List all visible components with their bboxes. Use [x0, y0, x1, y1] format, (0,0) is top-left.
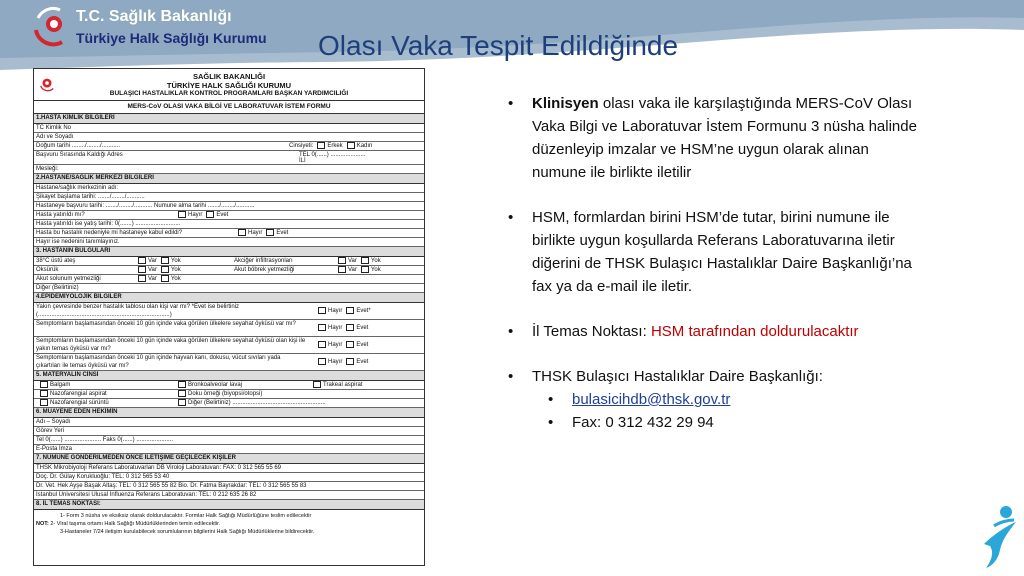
- form-section-2: 2.HASTANE/SAĞLIK MERKEZİ BİLGİLERİ: [34, 174, 424, 184]
- form-row: [34, 211, 424, 220]
- checkbox-icon: [40, 381, 48, 388]
- form-label: Hayır: [248, 230, 263, 237]
- form-label: Hastane/sağlık merkezinin adı:: [36, 185, 119, 191]
- form-label: Hayır ise nedenini tanımlayınız.: [36, 239, 120, 245]
- form-row: [34, 473, 424, 482]
- form-label: Öksürük: [36, 267, 59, 273]
- bullet-list: [508, 92, 918, 434]
- form-label: Evet: [276, 230, 289, 237]
- checkbox-icon: [318, 307, 326, 314]
- form-row: [34, 427, 424, 436]
- form-logo-icon: [38, 75, 56, 93]
- form-row: [34, 165, 424, 174]
- form-row: [34, 320, 424, 337]
- form-row: [34, 482, 424, 491]
- form-label: Nazofarengial sürüntü: [50, 400, 109, 407]
- form-label: Tel 0(......) ...................... Faks 0(......) ......................: [36, 437, 174, 443]
- checkbox-icon: [346, 307, 354, 314]
- form-row: [34, 436, 424, 445]
- form-header: [34, 69, 424, 114]
- fax-text: Fax: 0 312 432 29 94: [572, 414, 714, 431]
- checkbox-icon: [266, 229, 274, 236]
- form-row: [34, 354, 424, 371]
- checkbox-icon: [40, 399, 48, 406]
- form-image: [33, 68, 425, 566]
- form-label: Yok: [170, 276, 181, 283]
- form-row: [34, 184, 424, 193]
- form-label: Doç. Dr. Gülay Korukluoğlu: TEL: 0 312 565 53 40: [36, 474, 170, 480]
- form-row: [34, 266, 424, 275]
- form-head-3: BULAŞICI HASTALIKLAR KONTROL PROGRAMLARI BAŞKAN YARDIMCILIĞI: [109, 90, 349, 97]
- form-label: E-Posta İmza: [36, 446, 73, 452]
- form-section-8: 8. İL TEMAS NOKTASI:: [34, 500, 424, 510]
- form-label: Var: [148, 258, 157, 265]
- form-label: Balgam: [50, 382, 71, 389]
- form-label: Hastaneye başvuru tarihi: ......./......../........... Numune alma tarihi ......./......../...........: [36, 203, 255, 209]
- checkbox-icon: [206, 211, 214, 218]
- checkbox-icon: [178, 390, 186, 397]
- form-row: [34, 151, 424, 165]
- form-label: Var: [148, 267, 157, 274]
- form-row: [34, 418, 424, 427]
- form-section-6: 6. MUAYENE EDEN HEKİMİN: [34, 408, 424, 418]
- bullet-text: olası vaka ile karşılaştığında MERS-CoV Olası Vaka Bilgi ve Laboratuvar İstem Formunu 3 nüsha halinde düzenleyip imzalar ve HSM’ne uygun olarak alınan numune ile birlikte iletilir: [532, 95, 917, 181]
- checkbox-icon: [178, 211, 186, 218]
- checkbox-icon: [161, 257, 169, 264]
- form-notes: [34, 510, 424, 538]
- form-label: Semptomların başlamasından önceki 10 gün içinde vaka görülen ülkelere seyahat öyküsü var mı?: [36, 321, 296, 327]
- form-label: Evet: [356, 325, 369, 332]
- form-label: Yok: [170, 258, 181, 265]
- checkbox-icon: [178, 399, 186, 406]
- checkbox-icon: [346, 324, 354, 331]
- sub-bullet-item: [508, 411, 918, 434]
- form-label: Doku örneği (biyopsi/otopsi): [188, 391, 263, 398]
- form-label: Akciğer infiltrasyonları: [234, 258, 293, 264]
- form-label: 38°C üstü ateş: [36, 258, 76, 264]
- form-row: [34, 390, 424, 399]
- form-label: Hayır: [188, 212, 203, 219]
- form-label: Şikayet başlama tarihi: ......./......../...........: [36, 194, 145, 200]
- form-note: 1- Form 3 nüsha ve eksiksiz olarak doldurulacaktır. Formlar Halk Sağlığı Müdürlüğüne teslim edilecektir: [60, 513, 312, 519]
- form-label: Dr. Vet. Hek Ayşe Başak Altaş: TEL: 0 312 565 55 82 Bio. Dr. Fatma Bayrakdar: TEL: 0 312 565 55 83: [36, 483, 307, 489]
- form-label: Cinsiyeti:: [289, 143, 314, 150]
- form-row: [34, 133, 424, 142]
- form-head-2: TÜRKİYE HALK SAĞLIĞI KURUMU: [166, 81, 292, 90]
- checkbox-icon: [178, 381, 186, 388]
- form-row: [34, 238, 424, 247]
- form-section-5: 5. MATERYALİN CİNSİ: [34, 371, 424, 381]
- form-label: TC Kimlik No: [36, 125, 72, 131]
- checkbox-icon: [361, 257, 369, 264]
- form-label: Var: [348, 267, 357, 274]
- form-label: Mesleği:: [36, 166, 59, 172]
- form-row: [34, 257, 424, 266]
- form-head-4: MERS-CoV OLASI VAKA BİLGİ VE LABORATUVAR İSTEM FORMU: [34, 100, 424, 110]
- bullet-text: İl Temas Noktası:: [532, 323, 651, 340]
- checkbox-icon: [318, 358, 326, 365]
- gender-field: [289, 142, 372, 150]
- form-label: Hasta yatırıldı ise yatış tarihi: 0(.......) ...........................: [36, 221, 181, 227]
- checkbox-icon: [361, 266, 369, 273]
- form-label: Yok: [170, 267, 181, 274]
- checkbox-icon: [161, 266, 169, 273]
- bullet-text: HSM, formlardan birini HSM’de tutar, birini numune ile birlikte uygun koşullarda Referans Laboratuvarına iletir diğerini de THSK Bulaşıcı Hastalıklar Daire Başkanlığı’na fax ya da e-mail ile iletir.: [532, 209, 912, 295]
- email-link[interactable]: bulasicihdb@thsk.gov.tr: [572, 391, 731, 408]
- form-label: Hasta bu hastalık nedeniyle mi hastaneye kabul edildi?: [36, 230, 183, 236]
- bullet-item: [508, 365, 918, 388]
- form-note: 3-Hastaneler 7/24 iletişim kurulabilecek sorumlularının bilgilerini Halk Sağlığı Müdürlüklerine bildirecektir.: [60, 529, 315, 535]
- form-note-label: NOT:: [36, 521, 49, 527]
- form-label: Evet: [356, 359, 369, 366]
- form-label: Akut solunum yetmezliği: [36, 276, 101, 282]
- form-section-1: 1.HASTA KİMLİK BİLGİLERİ: [34, 114, 424, 124]
- form-label: Diğer (Belirtiniz) ........................................................: [188, 400, 326, 407]
- form-label: Akut böbrek yetmezliği: [234, 267, 295, 273]
- checkbox-icon: [313, 381, 321, 388]
- form-label: Erkek: [327, 143, 343, 150]
- checkbox-icon: [238, 229, 246, 236]
- checkbox-icon: [346, 358, 354, 365]
- form-row: [34, 229, 424, 238]
- checkbox-icon: [161, 275, 169, 282]
- form-row: [34, 275, 424, 284]
- checkbox-icon: [138, 275, 146, 282]
- form-label: Yok: [370, 267, 381, 274]
- form-row: [34, 464, 424, 473]
- checkbox-icon: [40, 390, 48, 397]
- checkbox-icon: [338, 257, 346, 264]
- form-label: Adı ve Soyadı: [36, 134, 74, 140]
- form-label: Semptomların başlamasından önceki 10 gün içinde hayvan kanı, dokusu, vücut sıvıları yada çıkartıları ile temas öyküsü var mı?: [36, 355, 281, 369]
- form-row: [34, 381, 424, 390]
- sub-bullet-item: [508, 388, 918, 411]
- org-name: T.C. Sağlık Bakanlığı: [76, 8, 232, 25]
- form-label: Hayır: [328, 325, 343, 332]
- form-section-3: 3. HASTANIN BULGULARI: [34, 247, 424, 257]
- checkbox-icon: [317, 142, 325, 149]
- form-label: THSK Mikrobiyoloji Referans Laboratuvarları DB Viroloji Laboratuvarı: FAX: 0 312 565 55 69: [36, 465, 282, 471]
- bullet-item: [508, 206, 918, 298]
- form-label: Var: [148, 276, 157, 283]
- form-label: Diğer (Belirtiniz): [36, 285, 79, 291]
- form-label: Doğum tarihi ......../......../...........: [36, 143, 121, 149]
- form-head-1: SAĞLIK BAKANLIĞI: [192, 72, 266, 81]
- form-row: [34, 337, 424, 354]
- form-label: Başvuru Sırasında Kaldığı Adres: [36, 152, 123, 158]
- form-label: İLİ: [299, 158, 306, 164]
- form-label: Nazofarengial aspirat: [50, 391, 107, 398]
- form-section-7: 7. NUMUNE GÖNDERİLMEDEN ÖNCE İLETİŞİME GEÇİLECEK KİŞİLER: [34, 454, 424, 464]
- checkbox-icon: [346, 341, 354, 348]
- form-row: [34, 491, 424, 500]
- form-row: [34, 399, 424, 408]
- form-label: Evet: [356, 342, 369, 349]
- form-label: İstanbul Üniversitesi Ulusal İnfluenza Referans Laboratuvarı: TEL: 0 212 635 26 82: [36, 492, 257, 498]
- form-label: Hayır: [328, 359, 343, 366]
- form-label: Semptomların başlamasından önceki 10 gün içinde vaka görülen ülkelere seyahat öyküsü olan kişi ile yakın temas öyküsü var mı?: [36, 338, 306, 352]
- person-figure-icon: [980, 504, 1020, 570]
- form-label: Trakeal aspirat: [323, 382, 363, 389]
- checkbox-icon: [138, 266, 146, 273]
- checkbox-icon: [138, 257, 146, 264]
- checkbox-icon: [318, 341, 326, 348]
- form-row: [34, 220, 424, 229]
- org-subname: Türkiye Halk Sağlığı Kurumu: [76, 30, 267, 46]
- form-note: 2- Viral taşıma ortamı Halk Sağlığı Müdürlüklerinden temin edilecektir.: [50, 521, 221, 527]
- form-row: [34, 284, 424, 293]
- checkbox-icon: [338, 266, 346, 273]
- form-row: [34, 193, 424, 202]
- bullet-item: [508, 92, 918, 184]
- form-row: [34, 445, 424, 454]
- form-label: Hayır: [328, 342, 343, 349]
- form-row: [34, 124, 424, 133]
- form-label: Bronkoalveolar lavaj: [188, 382, 243, 389]
- bullet-text: THSK Bulaşıcı Hastalıklar Daire Başkanlığı:: [532, 368, 823, 385]
- form-section-4: 4.EPİDEMİYOLOJİK BİLGİLER: [34, 293, 424, 303]
- bullet-item: [508, 320, 918, 343]
- form-label: Evet: [216, 212, 229, 219]
- form-label: Hayır: [328, 308, 343, 315]
- form-label: TEL 0(......) .....................: [299, 152, 366, 158]
- form-label: Adı – Soyadı: [36, 419, 71, 425]
- checkbox-icon: [318, 324, 326, 331]
- form-label: Hasta yatırıldı mı?: [36, 212, 85, 218]
- form-label: Evet*: [356, 308, 371, 315]
- slide-title: Olası Vaka Tespit Edildiğinde: [318, 30, 679, 61]
- form-label: Yakın çevresinde benzer hastalık tablosu olan kişi var mı? *Evet ise belirtiniz (...............................................................................): [36, 304, 239, 318]
- form-label: Kadın: [356, 143, 373, 150]
- ministry-logo-icon: [28, 2, 78, 52]
- checkbox-icon: [347, 142, 355, 149]
- form-row: [34, 303, 424, 320]
- form-label: Var: [348, 258, 357, 265]
- bullet-highlight: HSM tarafından doldurulacaktır: [650, 323, 859, 340]
- form-label: Görev Yeri: [36, 428, 65, 434]
- form-label: Yok: [370, 258, 381, 265]
- form-row: [34, 142, 424, 151]
- form-row: [34, 202, 424, 211]
- bullet-bold: Klinisyen: [532, 95, 599, 112]
